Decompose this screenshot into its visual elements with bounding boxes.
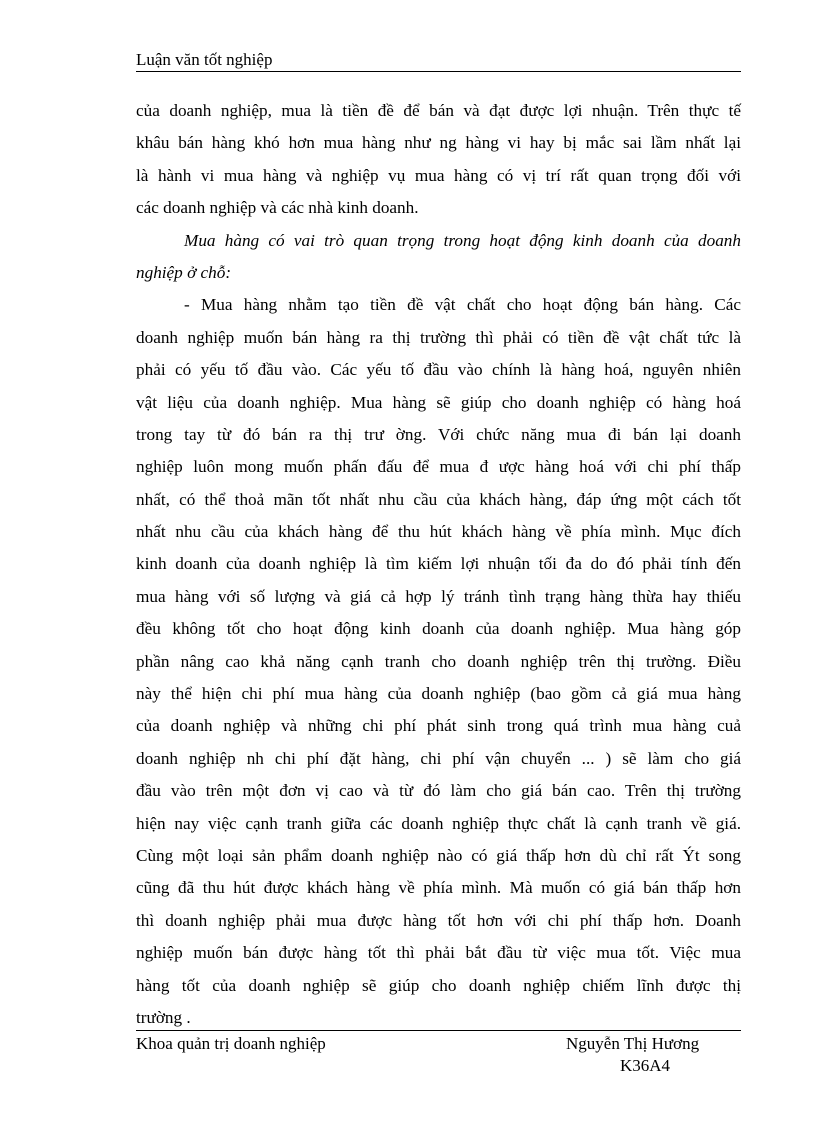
text-line: nghiệp luôn mong muốn phấn đấu để mua đ ược hàng hoá với chi phí thấp	[136, 457, 741, 477]
text-line: hàng tốt của doanh nghiệp sẽ giúp cho doanh nghiệp chiếm lĩnh được thị	[136, 975, 741, 995]
text-line: trong tay từ đó bán ra thị trư ờng. Với chức năng mua đi bán lại doanh	[136, 424, 741, 444]
footer-faculty: Khoa quản trị doanh nghiệp	[136, 1034, 326, 1053]
header-rule	[136, 71, 741, 72]
text-line: phần nâng cao khả năng cạnh tranh cho doanh nghiệp trên thị trường. Điều	[136, 651, 741, 671]
text-line: nghiệp muốn bán được hàng tốt thì phải bắt đầu từ việc mua tốt. Việc mua	[136, 943, 741, 963]
text-line: trường .	[136, 1007, 191, 1027]
text-line: doanh nghiệp nh chi phí đặt hàng, chi phí vận chuyển ... ) sẽ làm cho giá	[136, 748, 741, 768]
text-line: - Mua hàng nhằm tạo tiền đề vật chất cho hoạt động bán hàng. Các	[184, 295, 741, 315]
text-line: nhất, có thể thoả mãn tốt nhất nhu cầu của khách hàng, đáp ứng một cách tốt	[136, 489, 741, 509]
running-header: Luận văn tốt nghiệp	[136, 50, 273, 69]
text-line: doanh nghiệp muốn bán hàng ra thị trường thì phải có tiền đề vật chất tức là	[136, 327, 741, 347]
italic-text-line: Mua hàng có vai trò quan trọng trong hoạt động kinh doanh của doanh	[184, 230, 741, 250]
text-line: khâu bán hàng khó hơn mua hàng như ng hàng vi hay bị mắc sai lầm nhất lại	[136, 133, 741, 153]
footer-rule	[136, 1030, 741, 1031]
text-line: của doanh nghiệp và những chi phí phát sinh trong quá trình mua hàng cuả	[136, 716, 741, 736]
text-line: cũng đã thu hút được khách hàng về phía mình. Mà muốn có giá bán thấp hơn	[136, 878, 741, 898]
italic-text-line: nghiệp ở chỗ:	[136, 262, 232, 282]
footer-class-code: K36A4	[620, 1056, 671, 1075]
text-line: kinh doanh của doanh nghiệp là tìm kiếm lợi nhuận tối đa do đó phải tính đến	[136, 554, 741, 574]
footer-author: Nguyễn Thị Hương	[566, 1034, 700, 1053]
text-line: hiện nay việc cạnh tranh giữa các doanh nghiệp thực chất là cạnh tranh về giá.	[136, 813, 741, 833]
text-line: Cùng một loại sản phẩm doanh nghiệp nào có giá thấp hơn dù chỉ rất Ýt song	[136, 845, 741, 865]
body-text	[136, 95, 741, 1034]
text-line: vật liệu của doanh nghiệp. Mua hàng sẽ giúp cho doanh nghiệp có hàng hoá	[136, 392, 741, 412]
text-line: nhất nhu cầu của khách hàng để thu hút khách hàng về phía mình. Mục đích	[136, 522, 741, 542]
text-line: là hành vi mua hàng và nghiệp vụ mua hàng có vị trí rất quan trọng đối với	[136, 165, 741, 185]
text-line: phải có yếu tố đầu vào. Các yếu tố đầu vào chính là hàng hoá, nguyên nhiên	[136, 360, 741, 380]
text-line: đều không tốt cho hoạt động kinh doanh của doanh nghiệp. Mua hàng góp	[136, 619, 741, 639]
text-line: các doanh nghiệp và các nhà kinh doanh.	[136, 198, 419, 218]
text-line: đầu vào trên một đơn vị cao và từ đó làm cho giá bán cao. Trên thị trường	[136, 781, 741, 801]
text-line: thì doanh nghiệp phải mua được hàng tốt hơn với chi phí thấp hơn. Doanh	[136, 910, 741, 930]
text-line: mua hàng với số lượng và giá cả hợp lý tránh tình trạng hàng thừa hay thiếu	[136, 586, 741, 606]
text-line: này thể hiện chi phí mua hàng của doanh nghiệp (bao gồm cả giá mua hàng	[136, 684, 741, 704]
text-line: của doanh nghiệp, mua là tiền đề để bán và đạt được lợi nhuận. Trên thực tế	[136, 101, 741, 120]
